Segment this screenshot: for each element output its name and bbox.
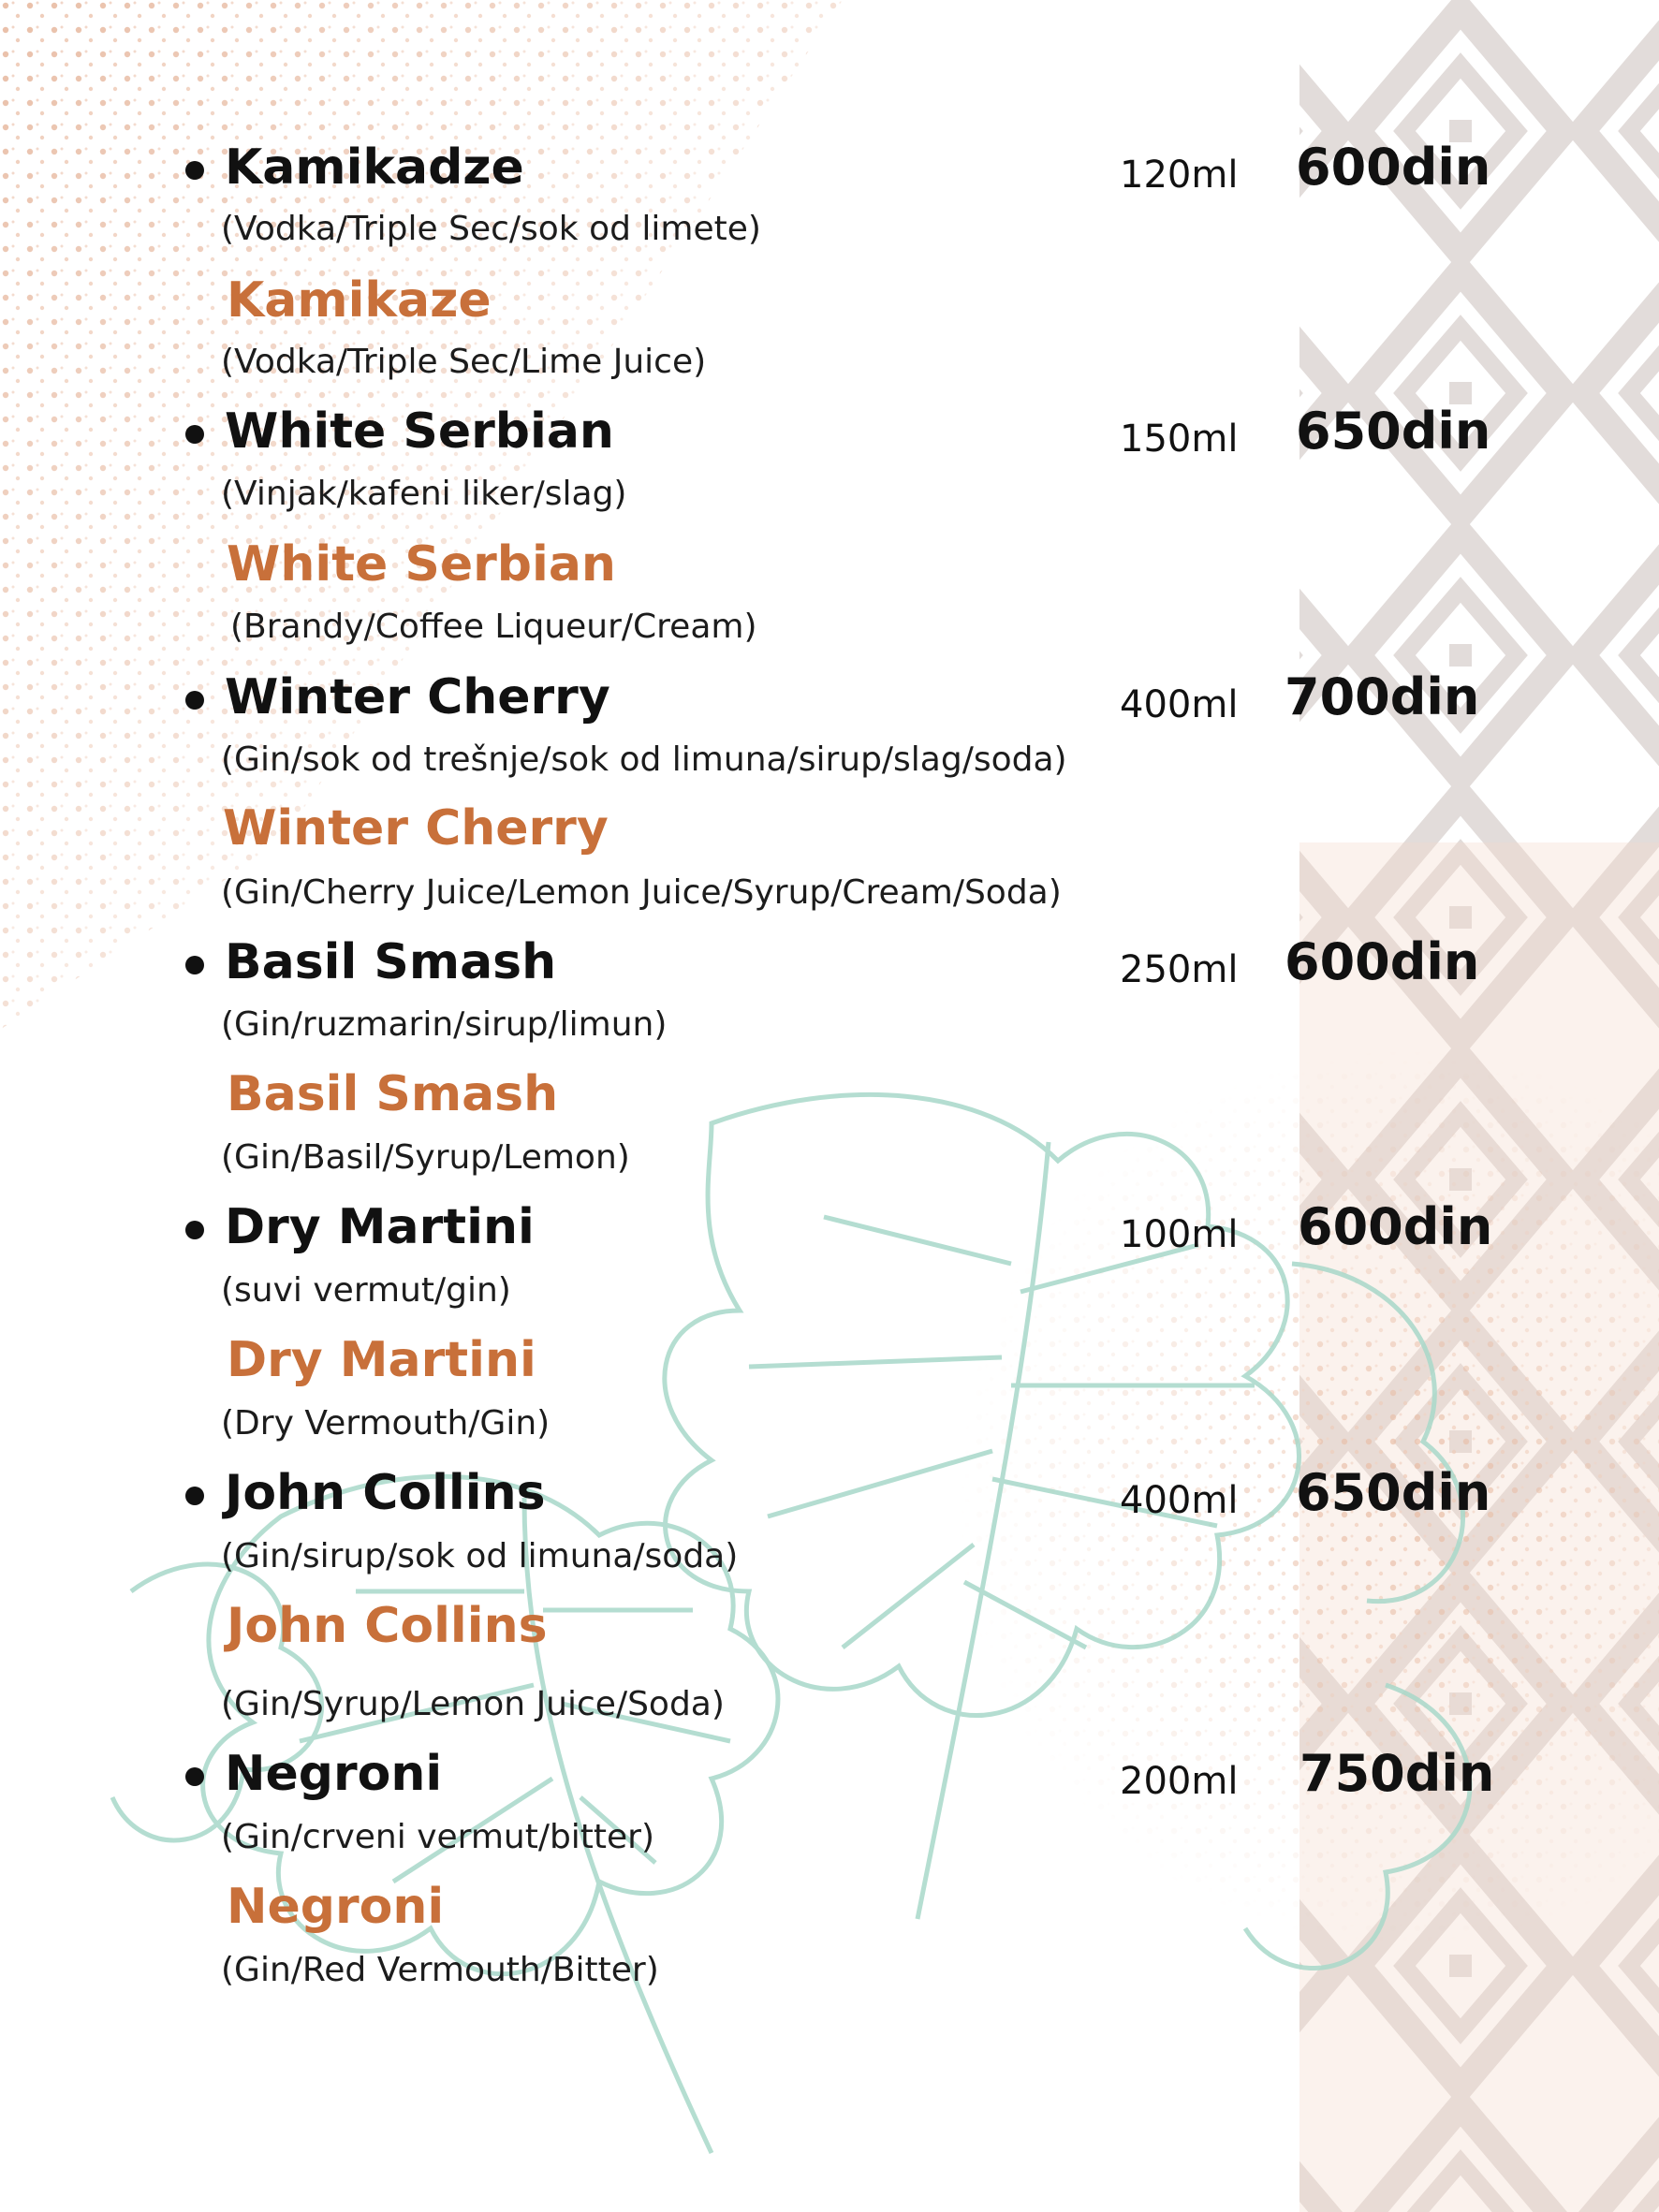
ingredients-english: (Gin/Cherry Juice/Lemon Juice/Syrup/Cream/Soda) xyxy=(221,873,1062,912)
menu-item-row xyxy=(0,1194,1659,1260)
cocktail-name-english: Kamikaze xyxy=(227,272,492,329)
ingredients-english: (Gin/Basil/Syrup/Lemon) xyxy=(221,1138,630,1177)
ingredients-english: (Vodka/Triple Sec/Lime Juice) xyxy=(221,343,707,381)
cocktail-volume: 400ml xyxy=(1120,683,1239,726)
cocktail-price: 600din xyxy=(1285,932,1480,991)
cocktail-volume: 200ml xyxy=(1120,1760,1239,1803)
cocktail-volume: 150ml xyxy=(1120,417,1239,461)
cocktail-name-english: Winter Cherry xyxy=(223,800,609,857)
cocktail-name-serbian: Kamikadze xyxy=(225,139,524,196)
cocktail-volume: 400ml xyxy=(1120,1479,1239,1522)
ingredients-english: (Gin/Red Vermouth/Bitter) xyxy=(221,1951,659,1989)
cocktail-volume: 250ml xyxy=(1120,948,1239,991)
cocktail-name-serbian: White Serbian xyxy=(225,403,614,460)
menu-item-row xyxy=(0,1741,1659,1807)
bullet-icon xyxy=(185,425,204,444)
cocktail-name-serbian: Dry Martini xyxy=(225,1199,535,1255)
ingredients-serbian: (Gin/sok od trešnje/sok od limuna/sirup/slag/soda) xyxy=(221,740,1067,779)
cocktail-name-english: Basil Smash xyxy=(227,1066,559,1122)
bullet-icon xyxy=(185,1767,204,1786)
cocktail-name-english: Negroni xyxy=(227,1879,445,1935)
cocktail-volume: 120ml xyxy=(1120,154,1239,197)
ingredients-english: (Dry Vermouth/Gin) xyxy=(221,1404,551,1443)
ingredients-serbian: (Gin/sirup/sok od limuna/soda) xyxy=(221,1537,739,1575)
cocktail-price: 650din xyxy=(1296,1463,1491,1522)
ingredients-serbian: (Gin/ruzmarin/sirup/limun) xyxy=(221,1005,668,1044)
bullet-icon xyxy=(185,161,204,180)
bullet-icon xyxy=(185,1221,204,1239)
cocktail-price: 700din xyxy=(1285,667,1480,726)
cocktail-name-english: White Serbian xyxy=(227,536,616,593)
menu-item-row xyxy=(0,399,1659,464)
cocktail-name-serbian: Negroni xyxy=(225,1746,443,1802)
menu-item-row xyxy=(0,930,1659,995)
bullet-icon xyxy=(185,691,204,710)
bullet-icon xyxy=(185,956,204,974)
ingredients-english: (Brandy/Coffee Liqueur/Cream) xyxy=(230,608,757,646)
ingredients-english: (Gin/Syrup/Lemon Juice/Soda) xyxy=(221,1685,725,1723)
cocktail-name-serbian: Winter Cherry xyxy=(225,669,610,725)
menu-item-row xyxy=(0,135,1659,200)
cocktail-price: 600din xyxy=(1296,138,1491,197)
menu-item-row xyxy=(0,665,1659,730)
cocktail-name-serbian: John Collins xyxy=(225,1465,546,1521)
ingredients-serbian: (suvi vermut/gin) xyxy=(221,1271,511,1310)
cocktail-name-english: John Collins xyxy=(227,1598,548,1654)
cocktail-name-serbian: Basil Smash xyxy=(225,934,557,990)
cocktail-price: 650din xyxy=(1296,402,1491,461)
cocktail-price: 750din xyxy=(1299,1744,1495,1803)
cocktail-name-english: Dry Martini xyxy=(227,1332,536,1388)
ingredients-serbian: (Gin/crveni vermut/bitter) xyxy=(221,1818,655,1856)
menu-item-row xyxy=(0,1460,1659,1526)
bullet-icon xyxy=(185,1487,204,1505)
ingredients-serbian: (Vinjak/kafeni liker/slag) xyxy=(221,475,627,513)
cocktail-price: 600din xyxy=(1298,1197,1493,1256)
cocktail-volume: 100ml xyxy=(1120,1213,1239,1256)
ingredients-serbian: (Vodka/Triple Sec/sok od limete) xyxy=(221,210,761,248)
